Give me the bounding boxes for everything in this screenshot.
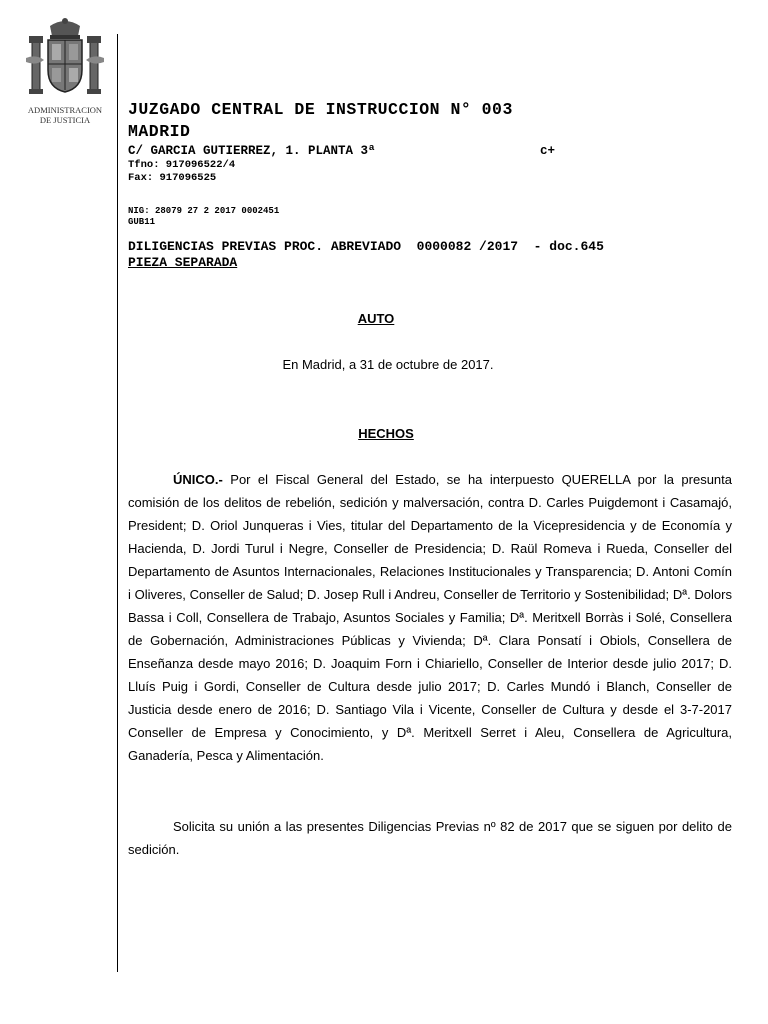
date-line: En Madrid, a 31 de octubre de 2017. (282, 357, 494, 372)
address-mark: c+ (540, 144, 556, 158)
hechos-heading: HECHOS (358, 426, 414, 441)
logo-text-line1: ADMINISTRACION (27, 105, 103, 115)
auto-heading: AUTO (357, 311, 395, 326)
court-phone: Tfno: 917096522/4 (128, 159, 236, 171)
nig-number: NIG: 28079 27 2 2017 0002451 (128, 206, 280, 216)
paragraph-solicita-text: Solicita su unión a las presentes Diligencias Previas nº 82 de 2017 que se siguen por delito de sedición. (128, 819, 732, 857)
paragraph-unico-lead: ÚNICO.- (173, 472, 223, 487)
court-address: C/ GARCIA GUTIERREZ, 1. PLANTA 3ª (128, 144, 376, 158)
paragraph-solicita (128, 815, 732, 861)
proceedings-reference: DILIGENCIAS PREVIAS PROC. ABREVIADO 0000082 /2017 - doc.645 (128, 239, 604, 254)
margin-rule (117, 34, 118, 972)
separate-piece-label: PIEZA SEPARADA (128, 255, 238, 270)
paragraph-unico (128, 468, 732, 767)
court-fax: Fax: 917096525 (128, 172, 217, 184)
court-name: JUZGADO CENTRAL DE INSTRUCCION N° 003 (128, 100, 513, 119)
logo-text-line2: DE JUSTICIA (39, 115, 91, 125)
case-code: GUB11 (128, 217, 156, 227)
court-city: MADRID (128, 122, 191, 141)
coat-of-arms-logo (20, 18, 110, 128)
coat-of-arms-icon (20, 18, 110, 100)
paragraph-unico-text: Por el Fiscal General del Estado, se ha interpuesto QUERELLA por la presunta comisión de los delitos de rebelión, sedición y malversación, contra D. Carles Puigdemont i Casamajó, President; D. Oriol Junqueras i Vies, titular del Departamento de la Vicepresidencia y de Economía y Hacienda, D. Jordi Turul i Negre, Conseller de Presidencia; D. Raül Romeva i Rueda, Conseller del Departamento de Asuntos Internacionales, Relaciones Institucionales y Transparencia; D. Antoni Comín i Oliveres, Conseller de Salud; D. Josep Rull i Andreu, Conseller de Territorio y Sostenibilidad; Dª. Dolors Bassa i Coll, Consellera de Trabajo, Asuntos Sociales y Familia; Dª. Meritxell Borràs i Solé, Consellera de Gobernación, Administraciones Públicas y Vivienda; Dª. Clara Ponsatí i Obiols, Consellera de Enseñanza desde mayo 2016; D. Joaquim Forn i Chiariello, Conseller de Interior desde julio 2017; D. Lluís Puig i Gordi, Conseller de Cultura desde julio 2017; D. Carles Mundó i Blanch, Conseller de Justicia desde enero de 2016; D. Santiago Vila i Vicente, Conseller de Cultura y desde el 3-7-2017 Conseller de Empresa y Conocimiento, y Dª. Meritxell Serret i Aleu, Consellera de Agricultura, Ganadería, Pesca y Alimentación. (128, 472, 732, 763)
